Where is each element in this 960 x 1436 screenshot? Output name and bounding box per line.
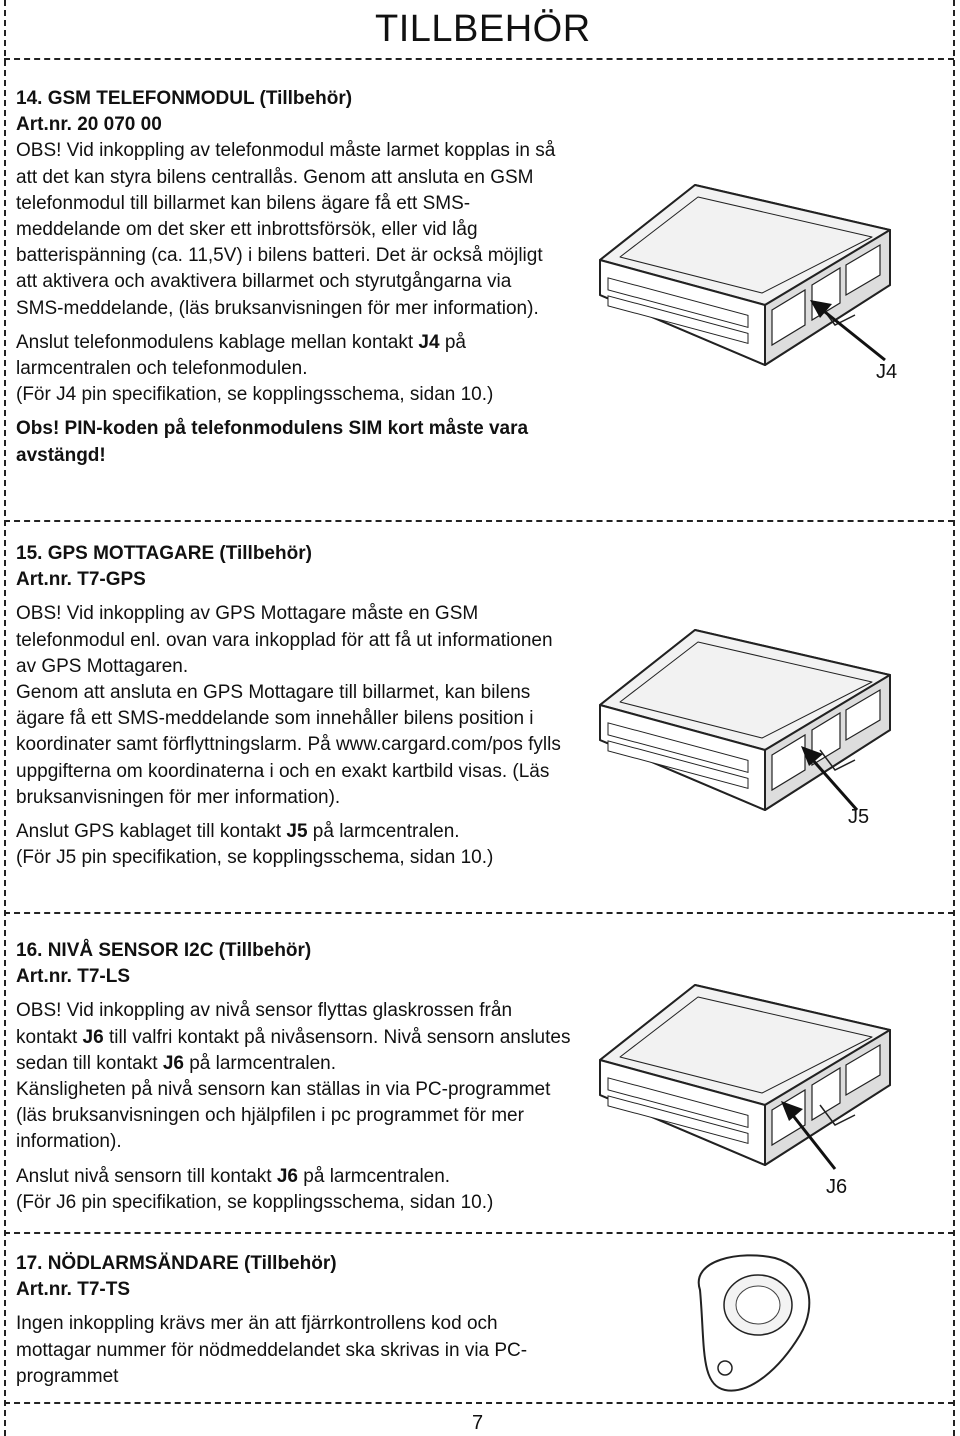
connector-label: J4 <box>876 361 898 383</box>
page-title: TILLBEHÖR <box>375 8 591 50</box>
arrow-to-j5 <box>795 740 865 815</box>
body-paragraph: Genom att ansluta en GPS Mottagare till billarmet, kan bilens ägare få ett SMS-meddelande som innehåller bilens position i koordinater samt förflyttningslarm. På www.cargard.com/pos fylls uppgifterna om koordinaterna i och en exakt kartbild visas. (Läs bruksanvisningen för mer information). <box>16 682 561 808</box>
connect-instruction: Anslut telefonmodulens kablage mellan kontakt J4 på larmcentralen och telefonmodulen. <box>16 331 466 380</box>
section-heading: 14. GSM TELEFONMODUL (Tillbehör) <box>16 88 353 109</box>
pin-code-note: Obs! PIN-koden på telefonmodulens SIM kort måste vara avstängd! <box>16 418 529 466</box>
frame-left-border <box>4 0 6 1436</box>
section-heading: 15. GPS MOTTAGARE (Tillbehör) <box>16 543 312 564</box>
divider-3 <box>4 1232 954 1234</box>
panic-transmitter-illustration <box>680 1250 820 1400</box>
body-paragraph: OBS! Vid inkoppling av GPS Mottagare måste en GSM telefonmodul enl. ovan vara inkopplad för att få ut informationen av GPS Mottagaren. <box>16 603 553 677</box>
frame-right-border <box>953 0 955 1436</box>
divider-bottom <box>4 1402 954 1404</box>
pin-spec-reference: (För J5 pin specifikation, se kopplingsschema, sidan 10.) <box>16 847 494 869</box>
section-heading: 17. NÖDLARMSÄNDARE (Tillbehör) <box>16 1253 337 1274</box>
divider-1 <box>4 520 954 522</box>
divider-2 <box>4 912 954 914</box>
arrow-to-j6 <box>775 1095 845 1175</box>
pin-spec-reference: (För J6 pin specifikation, se kopplingsschema, sidan 10.) <box>16 1191 494 1213</box>
article-number: Art.nr. 20 070 00 <box>16 114 162 136</box>
alarm-unit-illustration-j6 <box>590 975 900 1175</box>
page-number: 7 <box>472 1412 484 1434</box>
body-paragraph: OBS! Vid inkoppling av nivå sensor flyttas glaskrossen från kontakt J6 till valfri kontakt på nivåsensorn. Nivå sensorn anslutes sedan till kontakt J6 på larmcentralen. <box>16 1000 571 1074</box>
body-paragraph: Känsligheten på nivå sensorn kan ställas in via PC-programmet (läs bruksanvisningen och hjälpfilen i pc programmet för mer information). <box>16 1079 551 1153</box>
pin-spec-reference: (För J4 pin specifikation, se kopplingsschema, sidan 10.) <box>16 384 494 406</box>
article-number: Art.nr. T7-LS <box>16 966 131 988</box>
body-paragraph: Ingen inkoppling krävs mer än att fjärrkontrollens kod och mottagar nummer för nödmeddelandet ska skrivas in via PC-programmet <box>16 1313 528 1387</box>
section-level-sensor <box>16 938 576 1216</box>
section-heading: 16. NIVÅ SENSOR I2C (Tillbehör) <box>16 940 312 961</box>
section-panic-transmitter <box>16 1251 536 1390</box>
divider-top <box>4 58 954 60</box>
section-gsm <box>16 86 561 469</box>
connect-instruction: Anslut nivå sensorn till kontakt J6 på larmcentralen. <box>16 1165 451 1187</box>
connector-label: J6 <box>826 1176 848 1198</box>
arrow-to-j4 <box>800 290 900 370</box>
section-gps <box>16 541 576 871</box>
connect-instruction: Anslut GPS kablaget till kontakt J5 på larmcentralen. <box>16 821 460 843</box>
connector-label: J5 <box>848 806 870 828</box>
article-number: Art.nr. T7-TS <box>16 1279 131 1301</box>
article-number: Art.nr. T7-GPS <box>16 569 146 591</box>
body-paragraph: OBS! Vid inkoppling av telefonmodul måste larmet kopplas in så att det kan styra bilens centrallås. Genom att ansluta en GSM telefonmodul till billarmet kan bilens ägare få ett SMS-meddelande om det sker ett inbrottsförsök, eller vid låg batterispänning (ca. 11,5V) i bilens batteri. Det är också möjligt att aktivera och avaktivera billarmet och styrutgångarna via SMS-meddelande, (läs bruksanvisningen för mer information). <box>16 140 556 319</box>
